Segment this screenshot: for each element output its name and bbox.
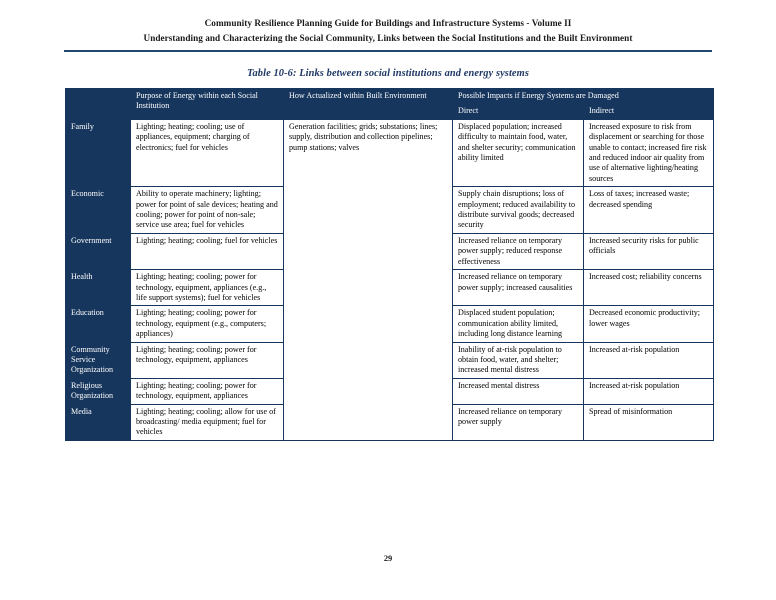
- cell-direct-impact: Increased reliance on temporary power supply: [453, 404, 584, 440]
- table-caption: Table 10-6: Links between social institutions and energy systems: [247, 68, 529, 79]
- cell-indirect-impact: Increased exposure to risk from displacement or searching for those unable to contact; increased fire risk and reduced indoor air quality from use of alternative lighting/heating sources: [584, 119, 714, 186]
- header-institution: [66, 89, 131, 120]
- header-divider-rule: [64, 50, 712, 52]
- table-container: [65, 88, 713, 441]
- cell-institution: Community Service Organization: [66, 342, 131, 378]
- header-indirect: Indirect: [584, 104, 714, 119]
- table-row: [66, 119, 714, 186]
- cell-purpose: Lighting; heating; cooling; use of appliances, equipment; charging of electronics; fuel for vehicles: [131, 119, 284, 186]
- cell-institution: Family: [66, 119, 131, 186]
- cell-institution: Economic: [66, 187, 131, 234]
- cell-indirect-impact: Increased at-risk population: [584, 342, 714, 378]
- cell-purpose: Lighting; heating; cooling; allow for use of broadcasting/ media equipment; fuel for vehicles: [131, 404, 284, 440]
- links-table: [65, 88, 714, 441]
- page-number: 29: [383, 554, 393, 563]
- cell-indirect-impact: Decreased economic productivity; lower wages: [584, 306, 714, 342]
- running-header-line-2: Understanding and Characterizing the Social Community, Links between the Social Institutions and the Built Environment: [143, 33, 633, 43]
- cell-institution: Health: [66, 270, 131, 306]
- header-possible-impacts: Possible Impacts if Energy Systems are Damaged: [453, 89, 714, 104]
- cell-indirect-impact: Spread of misinformation: [584, 404, 714, 440]
- cell-indirect-impact: Increased at-risk population: [584, 378, 714, 404]
- cell-built-environment: Generation facilities; grids; substations; lines; supply, distribution and collection pipelines; pump stations; valves: [284, 119, 453, 440]
- running-header-line-1: Community Resilience Planning Guide for Buildings and Infrastructure Systems - Volume II: [204, 18, 572, 28]
- cell-purpose: Lighting; heating; cooling; power for technology, equipment, appliances: [131, 378, 284, 404]
- cell-institution: Education: [66, 306, 131, 342]
- header-direct: Direct: [453, 104, 584, 119]
- cell-purpose: Lighting; heating; cooling; fuel for vehicles: [131, 233, 284, 269]
- table-body: [66, 119, 714, 440]
- cell-direct-impact: Increased reliance on temporary power supply; increased causalities: [453, 270, 584, 306]
- cell-direct-impact: Increased mental distress: [453, 378, 584, 404]
- cell-direct-impact: Increased reliance on temporary power supply; reduced response effectiveness: [453, 233, 584, 269]
- running-header: [64, 16, 712, 46]
- cell-indirect-impact: Loss of taxes; increased waste; decreased spending: [584, 187, 714, 234]
- cell-indirect-impact: Increased cost; reliability concerns: [584, 270, 714, 306]
- cell-purpose: Lighting; heating; cooling; power for technology, equipment (e.g., computers; appliances): [131, 306, 284, 342]
- table-header-row-1: [66, 89, 714, 104]
- cell-purpose: Lighting; heating; cooling; power for technology, equipment, appliances (e.g., life support systems); fuel for vehicles: [131, 270, 284, 306]
- header-purpose-of-energy: Purpose of Energy within each Social Institution: [131, 89, 284, 120]
- cell-purpose: Ability to operate machinery; lighting; power for point of sale devices; heating and cooling; power for point of non-sale; service use area; fuel for vehicles: [131, 187, 284, 234]
- cell-indirect-impact: Increased security risks for public officials: [584, 233, 714, 269]
- table-head: [66, 89, 714, 120]
- cell-direct-impact: Inability of at-risk population to obtain food, water, and shelter; increased mental distress: [453, 342, 584, 378]
- header-how-actualized: How Actualized within Built Environment: [284, 89, 453, 120]
- cell-institution: Religious Organization: [66, 378, 131, 404]
- cell-direct-impact: Displaced population; increased difficulty to maintain food, water, and shelter security; communication ability limited: [453, 119, 584, 186]
- cell-institution: Government: [66, 233, 131, 269]
- cell-purpose: Lighting; heating; cooling; power for technology, equipment, appliances: [131, 342, 284, 378]
- cell-direct-impact: Supply chain disruptions; loss of employment; reduced availability to distribute survival goods; decreased security: [453, 187, 584, 234]
- cell-institution: Media: [66, 404, 131, 440]
- cell-direct-impact: Displaced student population; communication ability limited, including long distance learning: [453, 306, 584, 342]
